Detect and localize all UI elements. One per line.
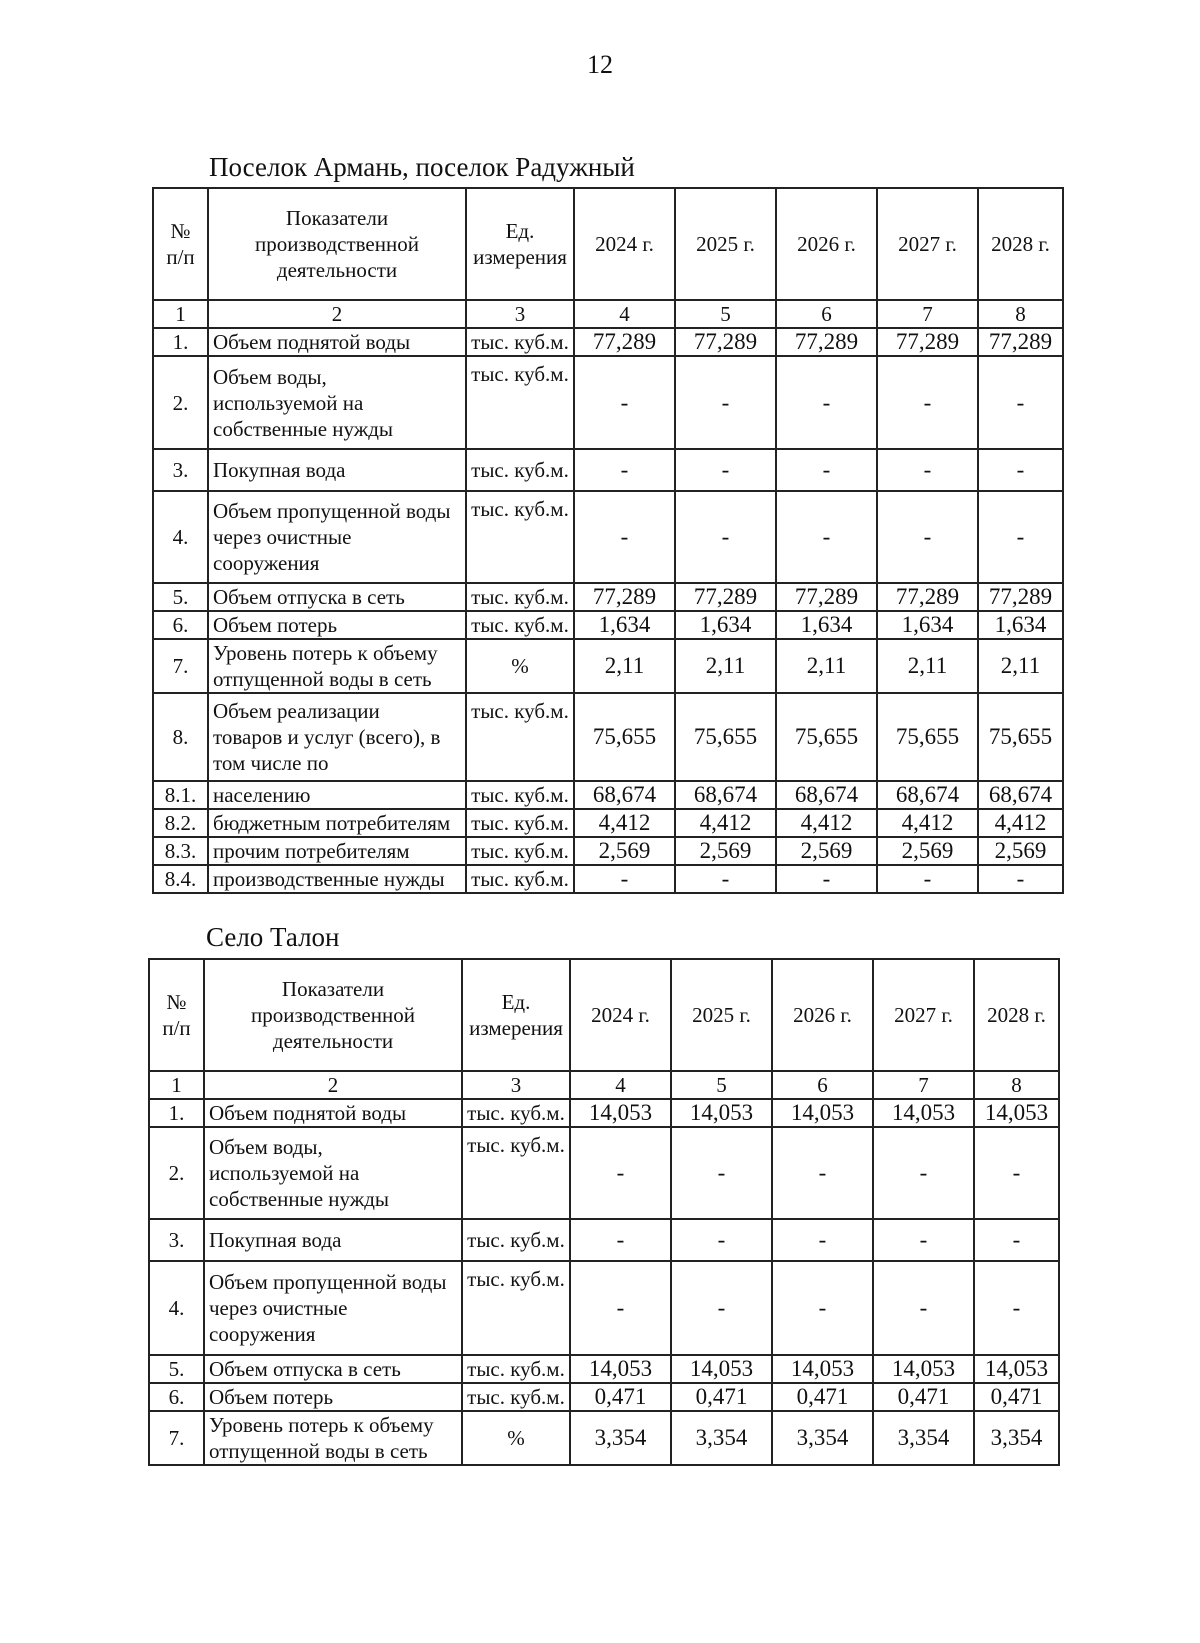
row-value: 14,053 (974, 1099, 1059, 1127)
table-row (149, 1355, 1059, 1383)
row-unit: тыс. куб.м. (466, 328, 574, 356)
row-value: - (675, 449, 776, 491)
header-year: 2028 г. (978, 188, 1063, 300)
row-number: 3. (153, 449, 208, 491)
table-row (153, 611, 1063, 639)
row-value: - (776, 356, 877, 449)
row-value: 14,053 (772, 1099, 873, 1127)
row-value: 2,569 (978, 837, 1063, 865)
table-row (153, 328, 1063, 356)
row-value: 14,053 (772, 1355, 873, 1383)
header-year: 2026 г. (772, 959, 873, 1071)
row-number: 1. (149, 1099, 204, 1127)
column-number: 1 (153, 300, 208, 328)
row-unit: тыс. куб.м. (462, 1127, 570, 1219)
row-value: 14,053 (671, 1355, 772, 1383)
row-unit: тыс. куб.м. (462, 1219, 570, 1261)
row-number: 8.2. (153, 809, 208, 837)
row-indicator-name: Объем реализации товаров и услуг (всего), в том числе по (208, 693, 466, 781)
row-number: 2. (149, 1127, 204, 1219)
row-value: - (877, 449, 978, 491)
row-value: - (974, 1219, 1059, 1261)
row-value: 2,11 (574, 639, 675, 693)
row-unit: тыс. куб.м. (466, 449, 574, 491)
row-value: 4,412 (776, 809, 877, 837)
indicators-table-arman (152, 187, 1064, 894)
row-number: 4. (149, 1261, 204, 1355)
row-value: - (570, 1219, 671, 1261)
row-value: 75,655 (978, 693, 1063, 781)
column-number: 4 (570, 1071, 671, 1099)
row-indicator-name: Объем воды, используемой на собственные нужды (204, 1127, 462, 1219)
row-value: 14,053 (671, 1099, 772, 1127)
row-value: 77,289 (574, 328, 675, 356)
column-number: 6 (776, 300, 877, 328)
column-number: 4 (574, 300, 675, 328)
row-indicator-name: Объем потерь (204, 1383, 462, 1411)
table-row (153, 356, 1063, 449)
header-indicator: Показатели производственной деятельности (208, 188, 466, 300)
row-value: - (776, 865, 877, 893)
row-value: - (675, 865, 776, 893)
row-value: - (978, 449, 1063, 491)
table-row (153, 693, 1063, 781)
row-value: 75,655 (574, 693, 675, 781)
header-num: № п/п (149, 959, 204, 1071)
row-unit: тыс. куб.м. (462, 1099, 570, 1127)
row-value: 14,053 (974, 1355, 1059, 1383)
column-number-row (153, 300, 1063, 328)
row-value: 3,354 (772, 1411, 873, 1465)
row-value: - (772, 1261, 873, 1355)
row-number: 6. (149, 1383, 204, 1411)
row-value: - (574, 449, 675, 491)
row-value: 77,289 (776, 583, 877, 611)
row-unit: тыс. куб.м. (462, 1355, 570, 1383)
row-value: 0,471 (671, 1383, 772, 1411)
row-indicator-name: Покупная вода (204, 1219, 462, 1261)
row-value: 3,354 (570, 1411, 671, 1465)
table-row (149, 1411, 1059, 1465)
table-row (153, 809, 1063, 837)
row-number: 8.3. (153, 837, 208, 865)
column-number: 8 (978, 300, 1063, 328)
row-value: 2,11 (978, 639, 1063, 693)
row-value: 2,11 (877, 639, 978, 693)
row-value: - (675, 491, 776, 583)
row-value: 77,289 (877, 328, 978, 356)
row-number: 2. (153, 356, 208, 449)
row-unit: % (466, 639, 574, 693)
row-value: - (873, 1127, 974, 1219)
column-number: 7 (873, 1071, 974, 1099)
row-value: 1,634 (978, 611, 1063, 639)
row-value: - (671, 1127, 772, 1219)
row-value: 14,053 (570, 1099, 671, 1127)
row-indicator-name: Объем пропущенной воды через очистные сооружения (208, 491, 466, 583)
row-value: - (978, 491, 1063, 583)
row-value: 68,674 (675, 781, 776, 809)
section-title-arman: Поселок Армань, поселок Радужный (209, 152, 635, 182)
row-value: - (675, 356, 776, 449)
header-year: 2026 г. (776, 188, 877, 300)
row-value: - (671, 1219, 772, 1261)
row-value: 4,412 (978, 809, 1063, 837)
row-indicator-name: Объем воды, используемой на собственные нужды (208, 356, 466, 449)
column-number: 1 (149, 1071, 204, 1099)
row-value: 0,471 (974, 1383, 1059, 1411)
row-value: - (978, 356, 1063, 449)
header-year: 2024 г. (574, 188, 675, 300)
row-value: 68,674 (776, 781, 877, 809)
column-number: 5 (671, 1071, 772, 1099)
row-value: 2,569 (574, 837, 675, 865)
table-row (149, 1099, 1059, 1127)
row-indicator-name: населению (208, 781, 466, 809)
row-value: 77,289 (978, 583, 1063, 611)
row-number: 7. (153, 639, 208, 693)
row-value: - (877, 356, 978, 449)
row-value: 68,674 (574, 781, 675, 809)
table-row (153, 639, 1063, 693)
header-year: 2028 г. (974, 959, 1059, 1071)
row-value: 4,412 (574, 809, 675, 837)
column-number: 6 (772, 1071, 873, 1099)
table-row (149, 1127, 1059, 1219)
row-value: - (877, 865, 978, 893)
header-indicator: Показатели производственной деятельности (204, 959, 462, 1071)
table-row (153, 781, 1063, 809)
row-value: 77,289 (877, 583, 978, 611)
row-indicator-name: Объем отпуска в сеть (208, 583, 466, 611)
row-value: - (570, 1127, 671, 1219)
row-value: 14,053 (873, 1355, 974, 1383)
row-value: - (978, 865, 1063, 893)
table-row (149, 1219, 1059, 1261)
row-unit: тыс. куб.м. (462, 1383, 570, 1411)
column-number: 3 (466, 300, 574, 328)
row-unit: тыс. куб.м. (466, 865, 574, 893)
row-value: 2,11 (776, 639, 877, 693)
column-number: 7 (877, 300, 978, 328)
row-number: 3. (149, 1219, 204, 1261)
header-year: 2025 г. (671, 959, 772, 1071)
header-year: 2027 г. (873, 959, 974, 1071)
row-number: 6. (153, 611, 208, 639)
table-row (153, 837, 1063, 865)
row-indicator-name: Объем отпуска в сеть (204, 1355, 462, 1383)
row-number: 5. (153, 583, 208, 611)
row-number: 8. (153, 693, 208, 781)
header-row (149, 959, 1059, 1071)
row-value: - (772, 1219, 873, 1261)
row-value: - (776, 449, 877, 491)
row-unit: тыс. куб.м. (466, 837, 574, 865)
row-value: - (974, 1127, 1059, 1219)
column-number-row (149, 1071, 1059, 1099)
row-value: 75,655 (776, 693, 877, 781)
row-number: 8.4. (153, 865, 208, 893)
row-value: 0,471 (570, 1383, 671, 1411)
header-year: 2027 г. (877, 188, 978, 300)
row-value: 1,634 (574, 611, 675, 639)
row-value: 14,053 (570, 1355, 671, 1383)
header-unit: Ед. измерения (466, 188, 574, 300)
row-value: 75,655 (877, 693, 978, 781)
row-value: 2,569 (877, 837, 978, 865)
row-value: 0,471 (873, 1383, 974, 1411)
row-value: - (574, 356, 675, 449)
table-row (149, 1261, 1059, 1355)
row-number: 7. (149, 1411, 204, 1465)
column-number: 2 (204, 1071, 462, 1099)
row-value: - (574, 865, 675, 893)
row-value: - (873, 1219, 974, 1261)
table-row (149, 1383, 1059, 1411)
indicators-table-talon (148, 958, 1060, 1466)
row-unit: тыс. куб.м. (466, 781, 574, 809)
row-unit: тыс. куб.м. (466, 693, 574, 781)
row-unit: тыс. куб.м. (462, 1261, 570, 1355)
row-value: 68,674 (978, 781, 1063, 809)
table-row (153, 583, 1063, 611)
row-value: 1,634 (675, 611, 776, 639)
row-value: - (570, 1261, 671, 1355)
row-value: 4,412 (675, 809, 776, 837)
row-number: 1. (153, 328, 208, 356)
row-value: 3,354 (671, 1411, 772, 1465)
row-unit: тыс. куб.м. (466, 583, 574, 611)
column-number: 8 (974, 1071, 1059, 1099)
row-value: 75,655 (675, 693, 776, 781)
row-value: 77,289 (574, 583, 675, 611)
table-row (153, 491, 1063, 583)
row-value: 1,634 (877, 611, 978, 639)
row-indicator-name: производственные нужды (208, 865, 466, 893)
section-title-talon: Село Талон (206, 922, 340, 952)
header-row (153, 188, 1063, 300)
row-value: 1,634 (776, 611, 877, 639)
row-number: 5. (149, 1355, 204, 1383)
row-unit: тыс. куб.м. (466, 491, 574, 583)
row-value: 77,289 (776, 328, 877, 356)
row-number: 4. (153, 491, 208, 583)
row-value: 3,354 (873, 1411, 974, 1465)
table-row (153, 865, 1063, 893)
row-value: 77,289 (978, 328, 1063, 356)
row-unit: тыс. куб.м. (466, 356, 574, 449)
row-value: - (776, 491, 877, 583)
row-value: 77,289 (675, 328, 776, 356)
row-indicator-name: Объем поднятой воды (204, 1099, 462, 1127)
row-value: - (873, 1261, 974, 1355)
row-value: - (574, 491, 675, 583)
page-number: 12 (587, 50, 613, 79)
row-indicator-name: Уровень потерь к объему отпущенной воды в сеть (208, 639, 466, 693)
row-value: 2,569 (776, 837, 877, 865)
row-number: 8.1. (153, 781, 208, 809)
header-unit: Ед. измерения (462, 959, 570, 1071)
row-value: 14,053 (873, 1099, 974, 1127)
row-indicator-name: Объем поднятой воды (208, 328, 466, 356)
row-value: - (671, 1261, 772, 1355)
row-value: 4,412 (877, 809, 978, 837)
column-number: 2 (208, 300, 466, 328)
row-unit: тыс. куб.м. (466, 611, 574, 639)
row-value: - (772, 1127, 873, 1219)
row-indicator-name: Уровень потерь к объему отпущенной воды в сеть (204, 1411, 462, 1465)
row-indicator-name: бюджетным потребителям (208, 809, 466, 837)
row-indicator-name: Покупная вода (208, 449, 466, 491)
row-indicator-name: прочим потребителям (208, 837, 466, 865)
header-num: № п/п (153, 188, 208, 300)
row-unit: % (462, 1411, 570, 1465)
row-value: - (877, 491, 978, 583)
column-number: 3 (462, 1071, 570, 1099)
row-value: 3,354 (974, 1411, 1059, 1465)
row-value: 0,471 (772, 1383, 873, 1411)
row-value: 2,11 (675, 639, 776, 693)
row-value: 2,569 (675, 837, 776, 865)
row-value: - (974, 1261, 1059, 1355)
header-year: 2025 г. (675, 188, 776, 300)
column-number: 5 (675, 300, 776, 328)
table-row (153, 449, 1063, 491)
row-indicator-name: Объем потерь (208, 611, 466, 639)
row-indicator-name: Объем пропущенной воды через очистные сооружения (204, 1261, 462, 1355)
row-unit: тыс. куб.м. (466, 809, 574, 837)
row-value: 77,289 (675, 583, 776, 611)
header-year: 2024 г. (570, 959, 671, 1071)
row-value: 68,674 (877, 781, 978, 809)
